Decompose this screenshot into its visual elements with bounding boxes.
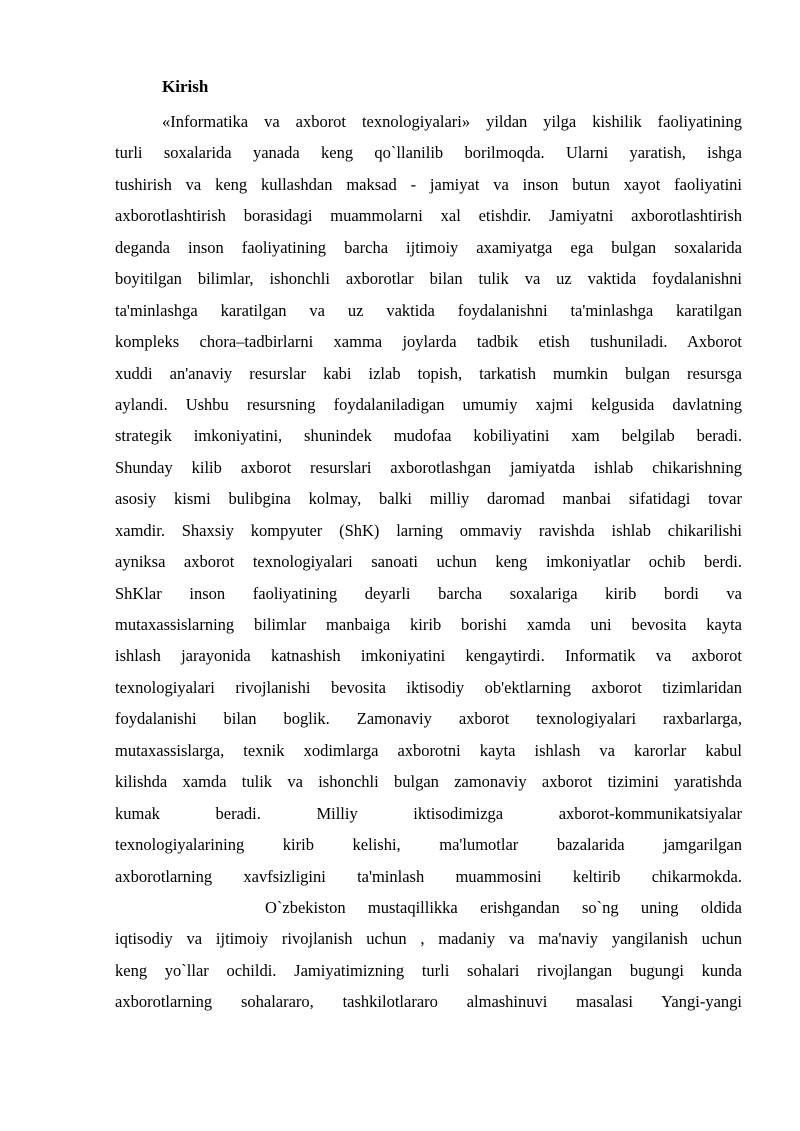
text-line: deganda inson faoliyatining barcha ijtimoiy axamiyatga ega bulgan soxalarida xyxy=(115,237,742,257)
text-line: ShKlar inson faoliyatining deyarli barcha soxalariga kirib bordi va xyxy=(115,583,742,603)
text-line: ayniksa axborot texnologiyalari sanoati uchun keng imkoniyatlar ochib berdi. xyxy=(115,552,742,572)
text-line: mutaxassislarga, texnik xodimlarga axborotni kayta ishlash va karorlar kabul xyxy=(115,740,742,760)
text-line: tushirish va keng kullashdan maksad - jamiyat va inson butun xayot faoliyatini xyxy=(115,174,742,194)
text-line: texnologiyalari rivojlanishi bevosita iktisodiy ob'ektlarning axborot tizimlaridan xyxy=(115,677,742,697)
text-line: axborotlarning sohalararo, tashkilotlararo almashinuvi masalasi Yangi-yangi xyxy=(115,992,742,1012)
text-line: kompleks chora–tadbirlarni xamma joylarda tadbik etish tushuniladi. Axborot xyxy=(115,332,742,352)
section-heading: Kirish xyxy=(162,77,209,96)
text-line: O`zbekiston mustaqillikka erishgandan so`ng uning oldida xyxy=(265,897,742,917)
text-line: axborotlashtirish borasidagi muammolarni xal etishdir. Jamiyatni axborotlashtirish xyxy=(115,206,742,226)
text-line: boyitilgan bilimlar, ishonchli axborotlar bilan tulik va uz vaktida foydalanishni xyxy=(115,269,742,289)
body-paragraph xyxy=(115,106,742,1018)
text-line: Shunday kilib axborot resurslari axborotlashgan jamiyatda ishlab chikarishning xyxy=(115,457,742,477)
text-line: «Informatika va axborot texnologiyalari» yildan yilga kishilik faoliyatining xyxy=(162,112,742,131)
text-line: aylandi. Ushbu resursning foydalaniladigan umumiy xajmi kelgusida davlatning xyxy=(115,394,742,414)
text-line: axborotlarning xavfsizligini ta'minlash muammosini keltirib chikarmokda. xyxy=(115,866,742,886)
text-line: xamdir. Shaxsiy kompyuter (ShK) larning ommaviy ravishda ishlab chikarilishi xyxy=(115,520,742,540)
text-line: turli soxalarida yanada keng qo`llanilib borilmoqda. Ularni yaratish, ishga xyxy=(115,143,742,163)
text-line: texnologiyalarining kirib kelishi, ma'lumotlar bazalarida jamgarilgan xyxy=(115,835,742,855)
text-line: strategik imkoniyatini, shunindek mudofaa kobiliyatini xam belgilab beradi. xyxy=(115,426,742,446)
text-line: asosiy kismi bulibgina kolmay, balki milliy daromad manbai sifatidagi tovar xyxy=(115,489,742,509)
text-line: kilishda xamda tulik va ishonchli bulgan zamonaviy axborot tizimini yaratishda xyxy=(115,772,742,792)
text-line: iqtisodiy va ijtimoiy rivojlanish uchun , madaniy va ma'naviy yangilanish uchun xyxy=(115,929,742,949)
text-line: xuddi an'anaviy resurslar kabi izlab topish, tarkatish mumkin bulgan resursga xyxy=(115,363,742,383)
text-line: foydalanishi bilan boglik. Zamonaviy axborot texnologiyalari raxbarlarga, xyxy=(115,709,742,729)
text-line: mutaxassislarning bilimlar manbaiga kirib borishi xamda uni bevosita kayta xyxy=(115,615,742,634)
text-line: kumak beradi. Milliy iktisodimizga axborot-kommunikatsiyalar xyxy=(115,803,742,823)
text-line: ishlash jarayonida katnashish imkoniyatini kengaytirdi. Informatik va axborot xyxy=(115,646,742,666)
text-line: ta'minlashga karatilgan va uz vaktida foydalanishni ta'minlashga karatilgan xyxy=(115,300,742,320)
text-line: keng yo`llar ochildi. Jamiyatimizning turli sohalari rivojlangan bugungi kunda xyxy=(115,960,742,980)
